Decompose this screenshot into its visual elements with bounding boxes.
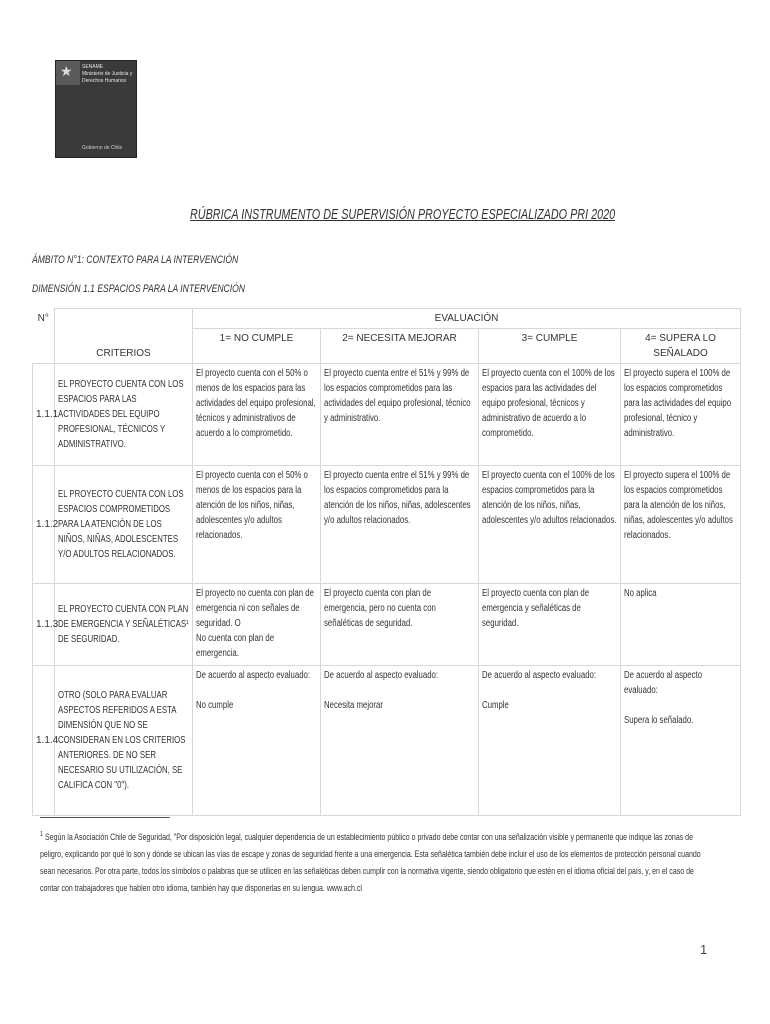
num-header: [33, 309, 55, 364]
cell-text-group: [624, 668, 737, 728]
cell-text: El proyecto cuenta con el 50% o menos de los espacios para las actividades del equipo profesional, técnicos y administrativos de acuerdo a lo comprometido.: [196, 368, 316, 439]
logo-line1: SENAME: [82, 64, 104, 70]
cell-text: El proyecto cuenta con el 50% o menos de los espacios para la atención de los niños, niñas, adolescentes y/o adultos relacionados.: [196, 470, 308, 541]
level-cell: [621, 666, 741, 816]
cell-extra-text: No cuenta con plan de emergencia.: [196, 633, 275, 659]
level-cell: [321, 666, 479, 816]
star-icon: ★: [60, 63, 73, 79]
table-row: [33, 466, 741, 584]
criterio-text: OTRO (SOLO PARA EVALUAR ASPECTOS REFERIDOS A ESTA DIMENSIÓN QUE NO SE CONSIDERAN EN LOS CRITERIOS ANTERIORES. DE NO SER NECESARIO SU UTILIZACIÓN, SE CALIFICA CON "0").: [58, 690, 186, 791]
cell-text-group: [482, 668, 617, 713]
result-text: Cumple: [482, 700, 509, 711]
page-number: 1: [700, 942, 708, 957]
cell-text: El proyecto cuenta entre el 51% y 99% de los espacios comprometidos para las actividades del equipo profesional, técnico y administrativo.: [324, 368, 471, 424]
table-row: [33, 364, 741, 466]
result-text: No cumple: [196, 700, 234, 711]
footnote-divider: [40, 817, 170, 818]
level-cell: [621, 466, 741, 584]
cell-text: El proyecto cuenta con el 100% de los espacios para las actividades del equipo profesional, técnicos y administrativo de acuerdo a lo comprometido.: [482, 368, 615, 439]
table-row: [33, 584, 741, 666]
logo-footer: Gobierno de Chile: [82, 145, 123, 151]
criterios-header: [55, 309, 193, 364]
cell-text: De acuerdo al aspecto evaluado:: [196, 670, 311, 681]
level-cell: [479, 666, 621, 816]
cell-text: El proyecto supera el 100% de los espacios comprometidos para la atención de los niños, niñas, adolescentes y/o adultos relacionados.: [624, 470, 733, 541]
cell-text: El proyecto no cuenta con plan de emergencia ni con señales de seguridad. O: [196, 588, 314, 629]
row-number: 1.1.2: [33, 466, 55, 584]
criterio-text: EL PROYECTO CUENTA CON LOS ESPACIOS PARA LAS ACTIVIDADES DEL EQUIPO PROFESIONAL, TÉCNICOS Y ADMINISTRATIVO.: [58, 379, 184, 450]
cell-text: El proyecto cuenta con el 100% de los espacios comprometidos para la atención de los niños, niñas, adolescentes y/o adultos relacionados.: [482, 470, 617, 526]
level-cell: [321, 364, 479, 466]
logo-line2: Ministerio de Justicia y Derechos Humanos: [82, 71, 133, 84]
result-text: Necesita mejorar: [324, 700, 383, 711]
level-header: 2= NECESITA MEJORAR: [321, 329, 479, 364]
footnote-text: Según la Asociación Chile de Seguridad, "Por disposición legal, cualquier dependencia de un establecimiento público o privado debe contar con una señalización visible y permanente que indique las zonas de peligro, explicando por qué lo son y dónde se ubican las vías de escape y zonas de seguridad frente a una emergencia. Esta señalética también debe incluir el uso de los elementos de protección personal cuando sean necesarios. Por otra parte, todos los símbolos o palabras que se utilicen en las señaléticas deben cumplir con la normativa vigente, siendo obligatorio que estén en el idioma oficial del país, y, en el caso de contar con trabajadores que hablen otro idioma, también hay que disponerlas en su lengua. www.ach.cl: [40, 832, 701, 893]
criterio-cell: [55, 584, 193, 666]
level-cell: [479, 364, 621, 466]
level-cell: [321, 584, 479, 666]
level-header: 1= NO CUMPLE: [193, 329, 321, 364]
criterios-header-label: CRITERIOS: [96, 348, 151, 359]
level-cell: [621, 364, 741, 466]
result-text: Supera lo señalado.: [624, 715, 694, 726]
table-header-row: [33, 309, 741, 329]
row-number: 1.1.1: [33, 364, 55, 466]
cell-text: De acuerdo al aspecto evaluado:: [624, 670, 703, 696]
cell-text: El proyecto supera el 100% de los espacios comprometidos para las actividades del equipo profesional, técnico y administrativo.: [624, 368, 732, 439]
level-cell: [193, 666, 321, 816]
criterio-cell: [55, 364, 193, 466]
num-header-label: N°: [37, 312, 49, 324]
dimension-heading: DIMENSIÓN 1.1 ESPACIOS PARA LA INTERVENCIÓN: [32, 283, 245, 295]
level-cell: [479, 466, 621, 584]
ambito-heading: ÁMBITO N°1: CONTEXTO PARA LA INTERVENCIÓN: [32, 254, 239, 266]
cell-text: El proyecto cuenta con plan de emergencia, pero no cuenta con señaléticas de seguridad.: [324, 588, 436, 629]
cell-text-group: [196, 668, 317, 713]
criterio-text: EL PROYECTO CUENTA CON LOS ESPACIOS COMPROMETIDOS PARA LA ATENCIÓN DE LOS NIÑOS, NIÑAS, ADOLESCENTES Y/O ADULTOS RELACIONADOS.: [58, 489, 184, 560]
evaluacion-header: [193, 309, 741, 329]
criterio-text: EL PROYECTO CUENTA CON PLAN DE EMERGENCIA Y SEÑALÉTICAS¹ DE SEGURIDAD.: [58, 604, 189, 645]
cell-text: No aplica: [624, 588, 657, 599]
level-cell: [193, 466, 321, 584]
cell-text: De acuerdo al aspecto evaluado:: [482, 670, 597, 681]
footnote-marker: 1: [40, 831, 44, 838]
sename-logo: [55, 60, 137, 158]
cell-text: El proyecto cuenta entre el 51% y 99% de los espacios comprometidos para la atención de los niños, niñas, adolescentes y/o adultos relacionados.: [324, 470, 471, 526]
level-cell: [621, 584, 741, 666]
level-cell: [321, 466, 479, 584]
criterio-cell: [55, 666, 193, 816]
table-row: [33, 666, 741, 816]
evaluacion-header-label: EVALUACIÓN: [434, 313, 499, 324]
logo-text: [82, 64, 134, 85]
cell-text: El proyecto cuenta con plan de emergencia y señaléticas de seguridad.: [482, 588, 590, 629]
level-cell: [193, 584, 321, 666]
level-header: 4= SUPERA LO SEÑALADO: [621, 329, 741, 364]
document-title: RÚBRICA INSTRUMENTO DE SUPERVISIÓN PROYECTO ESPECIALIZADO PRI 2020: [190, 206, 616, 223]
cell-text-group: [324, 668, 475, 713]
level-cell: [193, 364, 321, 466]
cell-text: De acuerdo al aspecto evaluado:: [324, 670, 439, 681]
row-number: 1.1.4: [33, 666, 55, 816]
level-cell: [479, 584, 621, 666]
footnote: [40, 826, 711, 897]
criterio-cell: [55, 466, 193, 584]
rubric-table: [32, 308, 741, 816]
level-header: 3= CUMPLE: [479, 329, 621, 364]
cell-text-group: [196, 586, 317, 661]
row-number: 1.1.3: [33, 584, 55, 666]
